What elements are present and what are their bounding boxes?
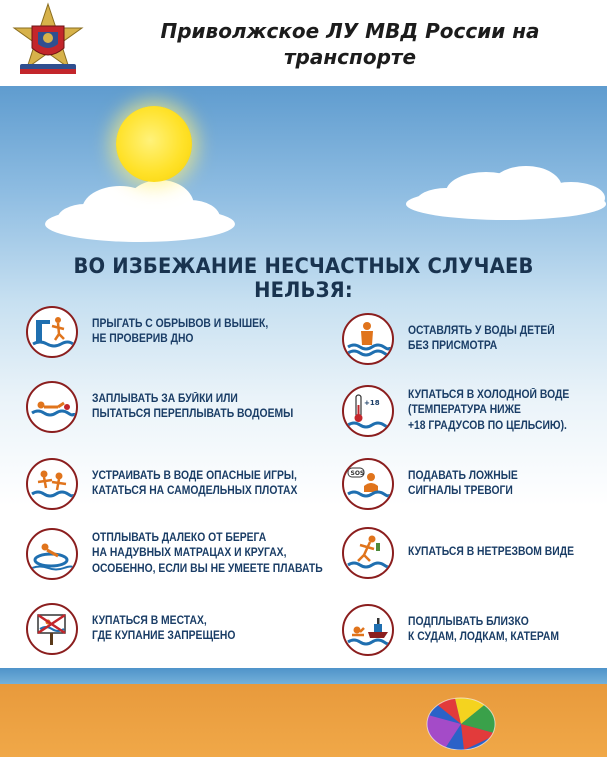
organization-title-line2: транспорте	[283, 45, 417, 69]
rule-text	[92, 531, 323, 578]
swimmer-buoy-icon	[26, 381, 78, 433]
rule-text	[408, 469, 518, 500]
sos-label: SOS	[350, 470, 365, 477]
rule-cold-water	[342, 385, 587, 437]
rule-text-line: КУПАТЬСЯ В ХОЛОДНОЙ ВОДЕ	[408, 388, 570, 401]
sun	[116, 106, 192, 182]
rule-text-line: СИГНАЛЫ ТРЕВОГИ	[408, 485, 513, 497]
rule-text	[92, 614, 235, 645]
cloud-right	[396, 164, 607, 224]
rule-text-line: ОСОБЕННО, ЕСЛИ ВЫ НЕ УМЕЕТЕ ПЛАВАТЬ	[92, 562, 323, 575]
sos-swimmer-icon	[342, 458, 394, 510]
header	[0, 0, 607, 86]
rule-text-line: КУПАТЬСЯ В МЕСТАХ,	[92, 614, 207, 627]
rule-text-line: НА НАДУВНЫХ МАТРАЦАХ И КРУГАХ,	[92, 547, 287, 560]
rule-text-line: К СУДАМ, ЛОДКАМ, КАТЕРАМ	[408, 631, 559, 643]
rule-text	[408, 324, 555, 355]
mvd-emblem-icon	[12, 2, 84, 80]
no-swimming-sign-icon	[26, 603, 78, 655]
rule-swim-beyond-buoys	[26, 381, 316, 433]
drunk-swimmer-icon	[342, 527, 394, 579]
rule-cliff-jump	[26, 306, 288, 358]
rule-inflatables	[26, 528, 348, 580]
rule-forbidden-places	[26, 603, 251, 655]
rule-text-line: БЕЗ ПРИСМОТРА	[408, 340, 498, 352]
thermometer-label: +18	[364, 399, 380, 407]
rule-text-line: УСТРАИВАТЬ В ВОДЕ ОПАСНЫЕ ИГРЫ,	[92, 469, 297, 482]
rule-text-line: НЕ ПРОВЕРИВ ДНО	[92, 333, 194, 345]
warning-heading: ВО ИЗБЕЖАНИЕ НЕСЧАСТНЫХ СЛУЧАЕВ НЕЛЬЗЯ:	[73, 254, 534, 302]
ship-swimmer-icon	[342, 604, 394, 656]
rule-text-line: ГДЕ КУПАНИЕ ЗАПРЕЩЕНО	[92, 630, 236, 642]
rule-text-line: ПРЫГАТЬ С ОБРЫВОВ И ВЫШЕК,	[92, 317, 269, 330]
rule-text	[408, 388, 569, 435]
rule-text-line: ПОДАВАТЬ ЛОЖНЫЕ	[408, 469, 518, 482]
rule-text	[92, 392, 293, 423]
rule-text-line: ПОДПЛЫВАТЬ БЛИЗКО	[408, 615, 529, 628]
cloud-left	[40, 176, 240, 246]
rule-text-line: +18 ГРАДУСОВ ПО ЦЕЛЬСИЮ).	[408, 419, 567, 432]
organization-title	[120, 18, 580, 70]
rule-false-alarms	[342, 458, 530, 510]
beach-ball	[424, 694, 498, 750]
rule-text-line: (ТЕМПЕРАТУРА НИЖЕ	[408, 404, 521, 417]
thermometer-icon	[342, 385, 394, 437]
rule-text-line: ОСТАВЛЯТЬ У ВОДЫ ДЕТЕЙ	[408, 324, 555, 337]
child-in-water-icon	[342, 313, 394, 365]
rule-dangerous-games	[26, 458, 320, 510]
rule-children-unattended	[342, 313, 571, 365]
beach-sand	[0, 684, 607, 757]
rule-text-line: КУПАТЬСЯ В НЕТРЕЗВОМ ВИДЕ	[408, 546, 575, 559]
rule-near-vessels	[342, 604, 576, 656]
organization-title-line1: Приволжское ЛУ МВД России на	[160, 19, 540, 43]
rule-text-line: ОТПЛЫВАТЬ ДАЛЕКО ОТ БЕРЕГА	[92, 531, 267, 544]
rule-text-line: ПЫТАТЬСЯ ПЕРЕПЛЫВАТЬ ВОДОЕМЫ	[92, 408, 294, 420]
rule-text	[92, 317, 268, 348]
rule-text-line: ЗАПЛЫВАТЬ ЗА БУЙКИ ИЛИ	[92, 392, 238, 405]
inflatable-ring-icon	[26, 528, 78, 580]
rule-text	[408, 615, 559, 646]
rule-drunk-swimming	[342, 527, 592, 579]
water-games-icon	[26, 458, 78, 510]
rule-text	[408, 545, 574, 561]
rule-text	[92, 469, 297, 500]
cliff-jump-icon	[26, 306, 78, 358]
rule-text-line: КАТАТЬСЯ НА САМОДЕЛЬНЫХ ПЛОТАХ	[92, 485, 298, 497]
